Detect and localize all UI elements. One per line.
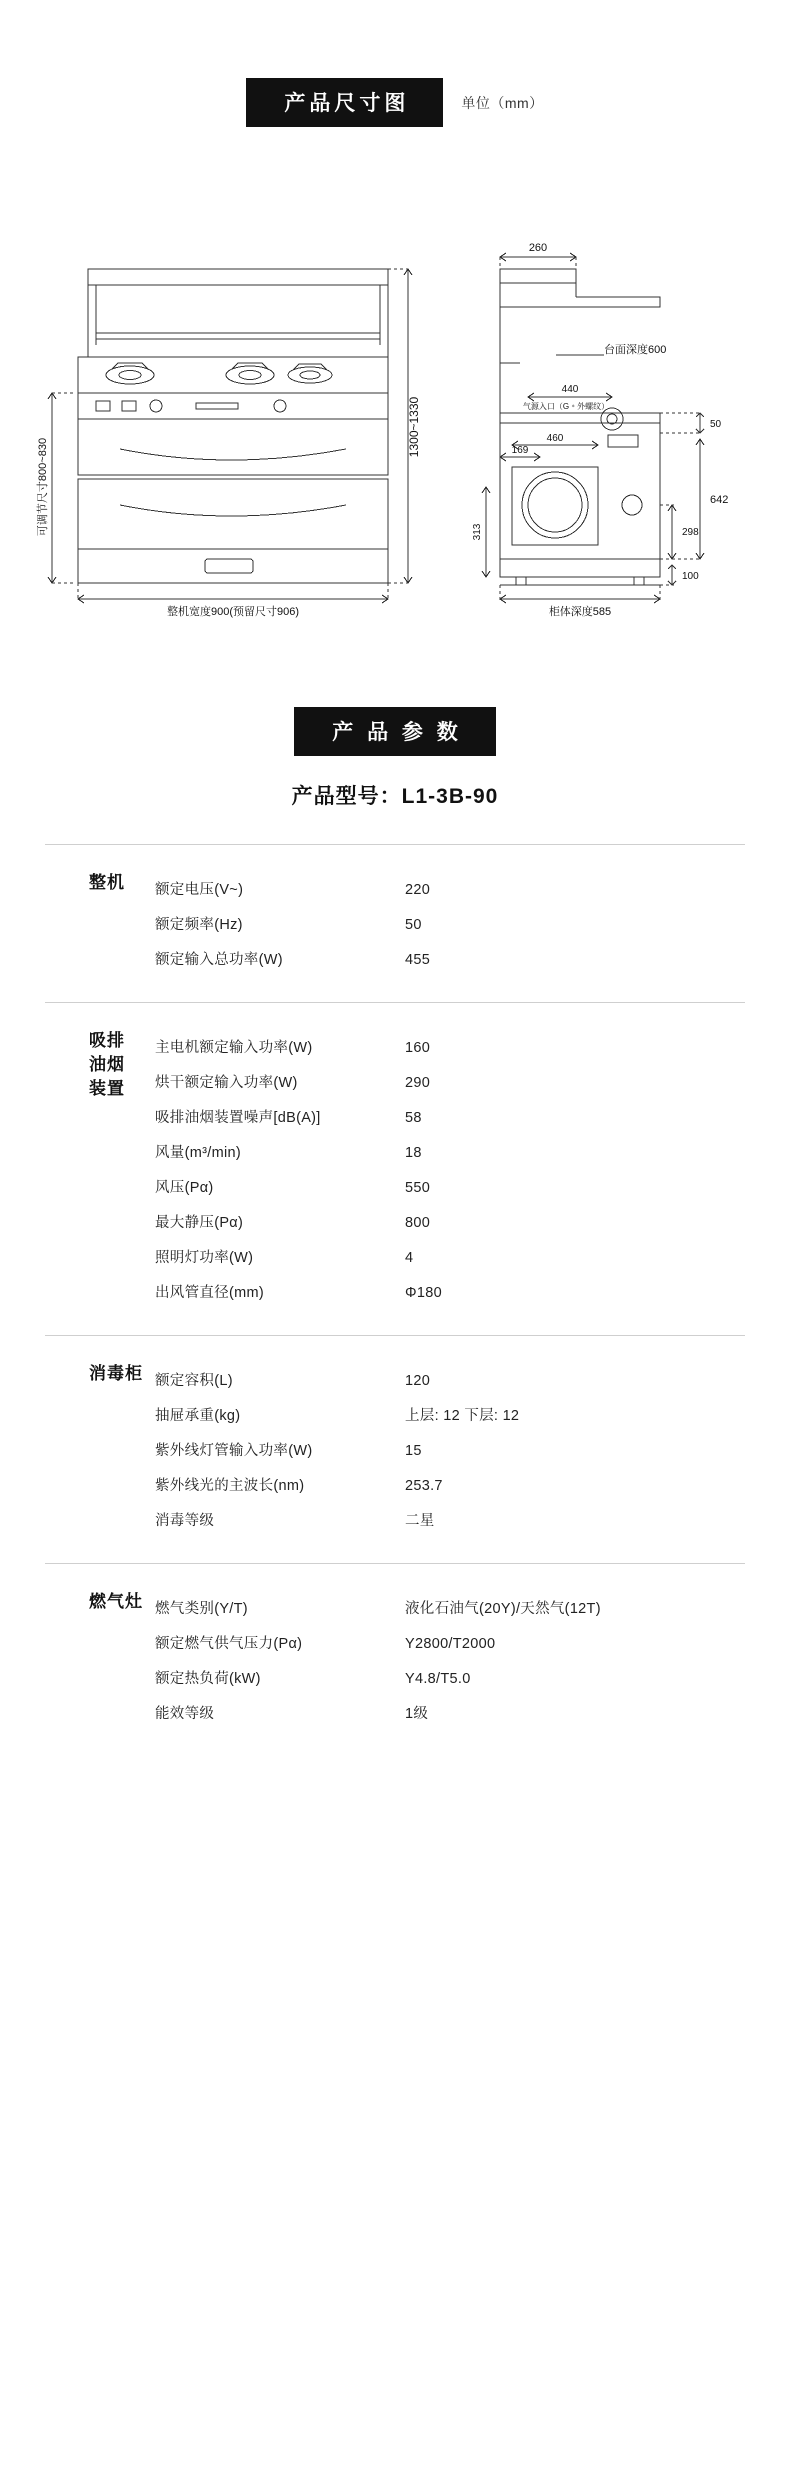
spec-group-name: 整机 — [89, 873, 125, 892]
spec-key: 额定频率(Hz) — [155, 917, 243, 933]
spec-value: 58 — [405, 1110, 422, 1126]
spec-row — [155, 871, 745, 906]
spec-key: 照明灯功率(W) — [155, 1250, 254, 1266]
spec-value: 18 — [405, 1145, 422, 1161]
label-height-range: 1300~1330 — [407, 396, 421, 458]
spec-value: 上层: 12 下层: 12 — [405, 1408, 520, 1424]
label-dim-298: 298 — [682, 527, 699, 538]
spec-value: Y4.8/T5.0 — [405, 1671, 471, 1687]
label-gas-inlet: 气源入口（G﹡外螺纹） — [522, 402, 610, 411]
label-cabinet-depth: 柜体深度585 — [548, 606, 612, 618]
spec-value: 220 — [405, 882, 431, 898]
spec-row — [155, 941, 745, 976]
dimension-title-banner: 产品尺寸图 — [246, 78, 443, 127]
spec-group-name-line: 油烟 — [89, 1055, 125, 1075]
spec-group-name — [45, 1029, 155, 1309]
spec-group — [45, 1563, 745, 1756]
spec-row — [155, 1134, 745, 1169]
label-dim-100: 100 — [682, 571, 699, 582]
spec-key: 燃气类别(Y/T) — [155, 1601, 248, 1617]
spec-value: 160 — [405, 1040, 431, 1056]
spec-group-name-line: 装置 — [89, 1079, 125, 1099]
spec-key: 烘干额定输入功率(W) — [155, 1075, 298, 1091]
spec-value: 120 — [405, 1373, 431, 1389]
spec-value: 253.7 — [405, 1478, 443, 1494]
spec-row — [155, 1660, 745, 1695]
dimension-header — [0, 78, 790, 127]
spec-value: 二星 — [405, 1513, 435, 1529]
spec-value: Φ180 — [405, 1285, 442, 1301]
spec-key: 能效等级 — [155, 1706, 215, 1722]
dimension-svg — [0, 187, 790, 618]
label-dim-169: 169 — [511, 445, 529, 456]
spec-row — [155, 1274, 745, 1309]
spec-group — [45, 1002, 745, 1335]
label-dim-440: 440 — [561, 384, 579, 395]
spec-key: 主电机额定输入功率(W) — [155, 1040, 313, 1056]
spec-value: 50 — [405, 917, 422, 933]
spec-row — [155, 1397, 745, 1432]
spec-group — [45, 1335, 745, 1563]
label-total-width: 整机宽度900(预留尺寸906) — [166, 606, 300, 618]
spec-key: 风量(m³/min) — [155, 1145, 241, 1161]
spec-row — [155, 906, 745, 941]
spec-row — [155, 1099, 745, 1134]
spec-row — [155, 1362, 745, 1397]
unit-label: 单位（mm） — [461, 94, 544, 111]
spec-value: 290 — [405, 1075, 431, 1091]
spec-key: 紫外线光的主波长(nm) — [155, 1478, 305, 1494]
product-spec-page — [0, 78, 790, 2470]
spec-row — [155, 1064, 745, 1099]
spec-key: 紫外线灯管输入功率(W) — [155, 1443, 313, 1459]
spec-value: 15 — [405, 1443, 422, 1459]
label-depth-260: 260 — [528, 242, 548, 254]
spec-value: 455 — [405, 952, 431, 968]
params-title-banner: 产 品 参 数 — [294, 707, 496, 756]
label-adjustable-height: 可调节尺寸800~830 — [37, 437, 49, 537]
label-dim-50: 50 — [710, 419, 722, 430]
label-dim-460: 460 — [546, 433, 564, 444]
spec-row — [155, 1502, 745, 1537]
product-dimension-drawing — [0, 187, 790, 618]
spec-value: Y2800/T2000 — [405, 1636, 496, 1652]
spec-key: 消毒等级 — [155, 1513, 215, 1529]
params-header — [0, 707, 790, 756]
label-dim-313: 313 — [472, 523, 483, 541]
spec-value: 4 — [405, 1250, 414, 1266]
spec-row — [155, 1169, 745, 1204]
spec-row — [155, 1625, 745, 1660]
spec-key: 最大静压(Pα) — [155, 1215, 244, 1231]
spec-row — [155, 1239, 745, 1274]
spec-key: 风压(Pα) — [155, 1180, 214, 1196]
spec-row — [155, 1695, 745, 1730]
spec-key: 额定燃气供气压力(Pα) — [155, 1636, 303, 1652]
spec-group — [45, 844, 745, 1002]
spec-key: 出风管直径(mm) — [155, 1285, 265, 1301]
spec-group-name: 消毒柜 — [89, 1364, 143, 1383]
bottom-spacer — [0, 1756, 790, 1866]
spec-group-name-line: 吸排 — [89, 1031, 125, 1050]
spec-row — [155, 1590, 745, 1625]
spec-key: 额定热负荷(kW) — [155, 1671, 261, 1687]
spec-value: 液化石油气(20Y)/天然气(12T) — [405, 1601, 601, 1617]
spec-key: 吸排油烟装置噪声[dB(A)] — [155, 1110, 321, 1126]
spec-key: 额定电压(V~) — [155, 882, 244, 898]
label-dim-642: 642 — [710, 494, 729, 506]
spec-value: 550 — [405, 1180, 431, 1196]
spec-table — [45, 844, 745, 1756]
spec-value: 800 — [405, 1215, 431, 1231]
product-model: 产品型号：L1-3B-90 — [291, 785, 499, 808]
spec-row — [155, 1467, 745, 1502]
spec-row — [155, 1204, 745, 1239]
spec-key: 额定输入总功率(W) — [155, 952, 283, 968]
spec-value: 1级 — [405, 1706, 429, 1722]
spec-row — [155, 1029, 745, 1064]
spec-row — [155, 1432, 745, 1467]
spec-group-name: 燃气灶 — [89, 1592, 143, 1611]
spec-key: 抽屉承重(kg) — [155, 1408, 241, 1424]
spec-key: 额定容积(L) — [155, 1373, 233, 1389]
label-counter-depth: 台面深度600 — [604, 344, 667, 356]
